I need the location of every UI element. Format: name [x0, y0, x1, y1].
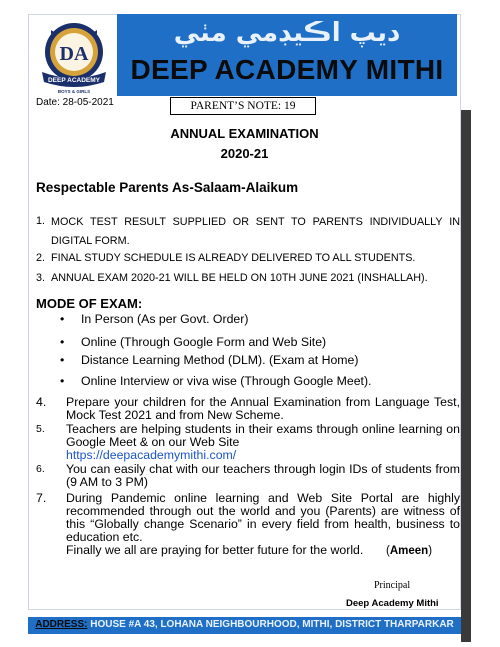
paragraph-text: Teachers are helping students in their exams through online learning on Google Meet & on our Web Site	[66, 422, 460, 449]
logo-sub-text: BOYS & GIRLS	[57, 89, 91, 94]
bullet-icon: •	[60, 335, 65, 349]
paragraph-number: 7.	[36, 491, 47, 505]
principal-title: Principal	[374, 580, 411, 591]
address-line	[28, 619, 461, 630]
parents-note-label: PARENT’S NOTE: 19	[170, 97, 316, 115]
footer-banner	[28, 617, 461, 634]
exam-year: 2020-21	[220, 146, 269, 161]
school-name: DEEP ACADEMY MITHI	[130, 54, 444, 85]
note-text: FINAL STUDY SCHEDULE IS ALREADY DELIVERED TO ALL STUDENTS.	[51, 252, 416, 264]
note-text: MOCK TEST RESULT SUPPLIED OR SENT TO PARENTS INDIVIDUALLY IN DIGITAL FORM.	[51, 216, 460, 247]
closing-line: Finally we all are praying for better future for the world.	[66, 543, 364, 557]
paragraph-text: You can easily chat with our teachers through login IDs of students from (9 AM to 3 PM)	[66, 462, 460, 489]
page-edge-shadow	[461, 110, 471, 642]
greeting: Respectable Parents As-Salaam-Alaikum	[36, 180, 299, 195]
paragraph-text: Prepare your children for the Annual Examination from Language Test, Mock Test 2021 and from New Scheme.	[66, 395, 460, 422]
paragraph-item	[36, 396, 460, 424]
mode-text: In Person (As per Govt. Order)	[81, 312, 249, 326]
bullet-icon: •	[60, 374, 65, 388]
note-number: 2.	[36, 252, 46, 264]
address-text: HOUSE #A 43, LOHANA NEIGHBOURHOOD, MITHI, DISTRICT THARPARKAR	[87, 619, 454, 630]
school-logo	[32, 18, 117, 96]
principal-name: Deep Academy Mithi	[346, 598, 439, 609]
paragraph-item	[36, 463, 460, 491]
bullet-icon: •	[60, 312, 65, 326]
note-number: 1.	[36, 215, 46, 227]
mode-item	[60, 312, 248, 326]
paragraph-item	[36, 492, 460, 564]
ameen-text: (Ameen)	[386, 545, 433, 557]
mode-heading: MODE OF EXAM:	[36, 296, 143, 311]
header-banner	[117, 14, 457, 96]
mode-text: Online (Through Google Form and Web Site)	[81, 335, 327, 349]
paragraph-text: During Pandemic online learning and Web Site Portal are highly recommended through out the world and you (Parents) are witness of this “Globally change Scenario” in every field from health, business to education etc.	[66, 491, 460, 544]
paragraph-number: 4.	[36, 395, 47, 409]
mode-item	[60, 335, 326, 349]
exam-title: ANNUAL EXAMINATION	[170, 126, 319, 141]
note-item	[36, 250, 460, 266]
note-text: ANNUAL EXAM 2020-21 WILL BE HELD ON 10TH JUNE 2021 (INSHALLAH).	[51, 272, 428, 284]
website-link[interactable]: https://deepacademymithi.com/	[66, 448, 237, 462]
school-name-urdu: ديپ اڪيڊمي مٺي	[173, 18, 401, 48]
address-label: ADDRESS:	[35, 619, 88, 630]
logo-monogram: DA	[59, 43, 89, 65]
mode-text: Distance Learning Method (DLM). (Exam at Home)	[81, 353, 359, 367]
date-line: Date: 28-05-2021	[36, 97, 114, 108]
paragraph-number: 6.	[36, 463, 45, 475]
note-item	[36, 270, 460, 286]
logo-ribbon-text: DEEP ACADEMY	[47, 77, 101, 84]
mode-text: Online Interview or viva wise (Through Google Meet).	[81, 374, 372, 388]
note-number: 3.	[36, 272, 46, 284]
mode-item	[60, 353, 358, 367]
bullet-icon: •	[60, 353, 65, 367]
mode-item	[60, 374, 371, 388]
paragraph-item	[36, 423, 460, 463]
note-item	[36, 213, 460, 251]
paragraph-number: 5.	[36, 423, 45, 435]
logo-emblem-icon	[32, 18, 117, 96]
